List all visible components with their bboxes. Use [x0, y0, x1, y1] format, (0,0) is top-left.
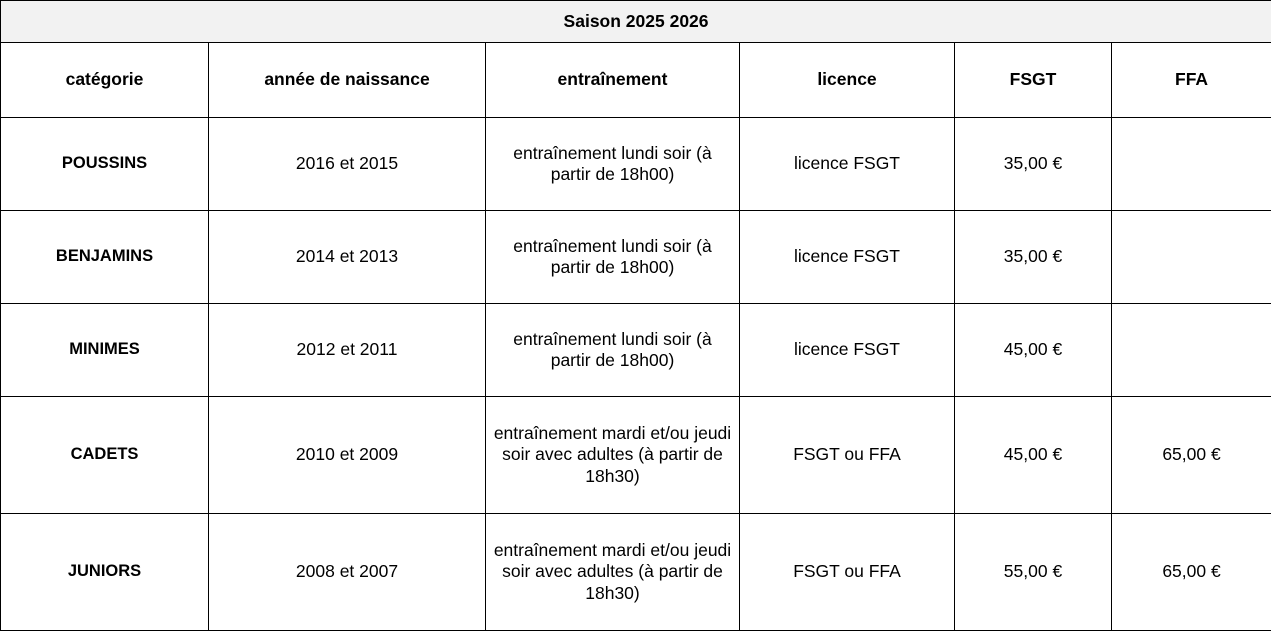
entrainement-line: 18h30) [585, 465, 640, 486]
cell-fsgt: 45,00 € [955, 304, 1112, 397]
cell-annee: 2014 et 2013 [209, 211, 486, 304]
cell-categorie: MINIMES [1, 304, 209, 397]
entrainement-line: 18h30) [585, 582, 640, 603]
cell-categorie: JUNIORS [1, 514, 209, 631]
cell-entrainement [486, 211, 740, 304]
cell-ffa [1112, 304, 1271, 397]
header-licence: licence [740, 43, 955, 118]
entrainement-line: entraînement lundi soir (à [513, 235, 712, 256]
cell-ffa [1112, 118, 1271, 211]
header-entrainement: entraînement [486, 43, 740, 118]
table-row [1, 118, 1271, 211]
entrainement-line: partir de 18h00) [550, 164, 675, 184]
cell-fsgt: 35,00 € [955, 118, 1112, 211]
header-categorie: catégorie [1, 43, 209, 118]
header-row [1, 43, 1271, 118]
entrainement-line: entraînement lundi soir (à [513, 328, 712, 349]
entrainement-line: entraînement mardi et/ou jeudi [493, 422, 732, 443]
cell-licence: licence FSGT [740, 118, 955, 211]
cell-fsgt: 35,00 € [955, 211, 1112, 304]
table-row [1, 211, 1271, 304]
entrainement-line: partir de 18h00) [550, 257, 675, 277]
entrainement-line: entraînement lundi soir (à [513, 142, 712, 163]
header-fsgt: FSGT [955, 43, 1112, 118]
cell-licence: FSGT ou FFA [740, 514, 955, 631]
cell-ffa: 65,00 € [1112, 514, 1271, 631]
header-ffa: FFA [1112, 43, 1271, 118]
entrainement-line: partir de 18h00) [550, 350, 675, 370]
cell-fsgt: 55,00 € [955, 514, 1112, 631]
cell-ffa [1112, 211, 1271, 304]
table-row [1, 397, 1271, 514]
table-row [1, 514, 1271, 631]
header-annee: année de naissance [209, 43, 486, 118]
cell-annee: 2008 et 2007 [209, 514, 486, 631]
cell-entrainement [486, 118, 740, 211]
cell-categorie: POUSSINS [1, 118, 209, 211]
cell-ffa: 65,00 € [1112, 397, 1271, 514]
cell-annee: 2012 et 2011 [209, 304, 486, 397]
entrainement-line: entraînement mardi et/ou jeudi [493, 539, 732, 560]
entrainement-line: soir avec adultes (à partir de [502, 561, 723, 582]
cell-licence: licence FSGT [740, 211, 955, 304]
cell-entrainement [486, 304, 740, 397]
cell-categorie: CADETS [1, 397, 209, 514]
cell-entrainement [486, 397, 740, 514]
title-row [1, 1, 1271, 43]
cell-licence: licence FSGT [740, 304, 955, 397]
cell-entrainement [486, 514, 740, 631]
cell-annee: 2016 et 2015 [209, 118, 486, 211]
cell-annee: 2010 et 2009 [209, 397, 486, 514]
entrainement-line: soir avec adultes (à partir de [502, 444, 723, 465]
table-title: Saison 2025 2026 [1, 1, 1271, 43]
cell-categorie: BENJAMINS [1, 211, 209, 304]
cell-licence: FSGT ou FFA [740, 397, 955, 514]
table-row [1, 304, 1271, 397]
cell-fsgt: 45,00 € [955, 397, 1112, 514]
